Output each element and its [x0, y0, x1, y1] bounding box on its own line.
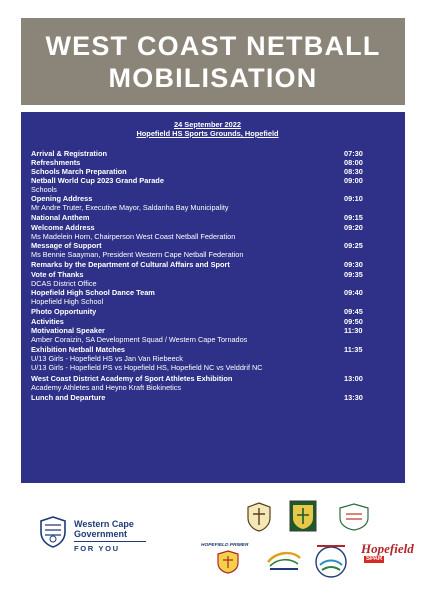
program-item-time: 09:10: [344, 194, 363, 203]
program-item-label: Opening Address: [31, 194, 93, 203]
saldanha-bay-logo-icon: [312, 540, 350, 580]
program-item-time: 09:15: [344, 213, 363, 222]
program-item-label: Vote of Thanks: [31, 270, 84, 279]
program-item-label: Lunch and Departure: [31, 393, 106, 402]
program-item-time: 09:45: [344, 307, 363, 316]
program-row-text: [31, 288, 340, 306]
program-row: [31, 167, 384, 176]
program-row-text: [31, 241, 340, 259]
program-row-text: [31, 374, 340, 392]
program-item-detail: Amber Coraizin, SA Development Squad / Western Cape Tornados: [31, 335, 248, 344]
program-item-time: 09:25: [344, 241, 363, 250]
program-item-label: Motivational Speaker: [31, 326, 105, 335]
program-item-label: Welcome Address: [31, 223, 95, 232]
program-row-text: [31, 345, 340, 372]
title-band: [21, 18, 405, 105]
program-item-time: 09:30: [344, 260, 363, 269]
program-row: [31, 260, 384, 269]
program-row-text: [31, 149, 340, 158]
program-item-label: Exhibition Netball Matches: [31, 345, 126, 354]
program-item-label: Schools March Preparation: [31, 167, 127, 176]
program-item-time: 09:00: [344, 176, 363, 185]
event-date: 24 September 2022: [174, 120, 241, 129]
coat-of-arms-icon: [38, 515, 68, 548]
program-item-time: 09:35: [344, 270, 363, 279]
government-tagline: FOR YOU: [74, 544, 120, 553]
program-row-text: [31, 260, 340, 269]
program-row-text: [31, 167, 340, 176]
program-item-time: 11:30: [344, 326, 363, 335]
program-item-detail: Mr Andre Truter, Executive Mayor, Saldanha Bay Municipality: [31, 203, 229, 212]
title-line-2: MOBILISATION: [108, 62, 318, 93]
program-item-detail: Hopefield High School: [31, 297, 104, 306]
program-row: [31, 158, 384, 167]
logo-divider: [74, 541, 146, 542]
school-crest-2-icon: [289, 500, 317, 532]
program-item-time: 08:30: [344, 167, 363, 176]
program-item-detail: Academy Athletes and Heyno Kraft Biokinetics: [31, 383, 182, 392]
event-header: [31, 120, 384, 138]
program-item-detail: Ms Madelein Horn, Chairperson West Coast Netball Federation: [31, 232, 236, 241]
program-item-label: National Anthem: [31, 213, 90, 222]
program-item-label: Netball World Cup 2023 Grand Parade: [31, 176, 164, 185]
program-item-detail: Ms Bennie Saayman, President Western Cape Netball Federation: [31, 250, 244, 259]
program-row: [31, 213, 384, 222]
program-item-label: Remarks by the Department of Cultural Affairs and Sport: [31, 260, 230, 269]
program-row-text: [31, 158, 340, 167]
program-item-time: 08:00: [344, 158, 363, 167]
hopefield-spar-wordmark: Hopefield: [361, 541, 414, 556]
event-venue: Hopefield HS Sports Grounds, Hopefield: [136, 129, 279, 138]
hopefield-primary-label: HOPEFIELD PRIMER: [201, 543, 249, 548]
program-row: [31, 317, 384, 326]
program-row: [31, 288, 384, 306]
program-row: [31, 393, 384, 402]
government-name-line-1: Western Cape: [74, 519, 134, 529]
program-row: [31, 374, 384, 392]
program-row-text: [31, 223, 340, 241]
program-row-text: [31, 317, 340, 326]
program-row: [31, 149, 384, 158]
program-item-label: Message of Support: [31, 241, 102, 250]
program-item-detail: U/13 Girls - Hopefield PS vs Hopefield HS, Hopefield NC vs Velddrif NC: [31, 363, 263, 372]
program-row: [31, 307, 384, 316]
title-line-1: WEST COAST NETBALL: [45, 30, 381, 61]
program-item-detail: Schools: [31, 185, 57, 194]
program-row-text: [31, 194, 340, 212]
program-item-time: 07:30: [344, 149, 363, 158]
program-row: [31, 345, 384, 372]
program-item-label: Activities: [31, 317, 64, 326]
program-row: [31, 176, 384, 194]
program-list: [31, 149, 384, 402]
sport-academy-logo-icon: [264, 546, 304, 572]
program-panel: [21, 112, 405, 483]
program-item-time: 13:30: [344, 393, 363, 402]
program-row: [31, 223, 384, 241]
government-name-line-2: Government: [74, 529, 128, 539]
program-row: [31, 241, 384, 259]
program-row: [31, 194, 384, 212]
program-row-text: [31, 213, 340, 222]
program-item-time: 13:00: [344, 374, 363, 383]
program-row-text: [31, 307, 340, 316]
program-item-label: Arrival & Registration: [31, 149, 107, 158]
program-row-text: [31, 270, 340, 288]
program-row-text: [31, 176, 340, 194]
program-item-time: 09:50: [344, 317, 363, 326]
program-item-label: Refreshments: [31, 158, 81, 167]
program-item-time: 09:40: [344, 288, 363, 297]
spar-badge: SPAR: [366, 556, 383, 562]
western-cape-government-logo: [38, 515, 148, 561]
program-item-time: 09:20: [344, 223, 363, 232]
school-crest-1-icon: [246, 502, 272, 532]
program-item-label: Photo Opportunity: [31, 307, 97, 316]
program-row: [31, 270, 384, 288]
school-crest-3-icon: [336, 502, 372, 532]
program-item-time: 11:35: [344, 345, 363, 354]
hopefield-primary-crest-icon: [216, 550, 240, 574]
program-item-detail: DCAS District Office: [31, 279, 97, 288]
program-item-label: West Coast District Academy of Sport Athletes Exhibition: [31, 374, 233, 383]
program-item-label: Hopefield High School Dance Team: [31, 288, 155, 297]
program-row-text: [31, 393, 340, 402]
program-item-detail: U/13 Girls - Hopefield HS vs Jan Van Riebeeck: [31, 354, 183, 363]
program-row-text: [31, 326, 340, 344]
program-row: [31, 326, 384, 344]
